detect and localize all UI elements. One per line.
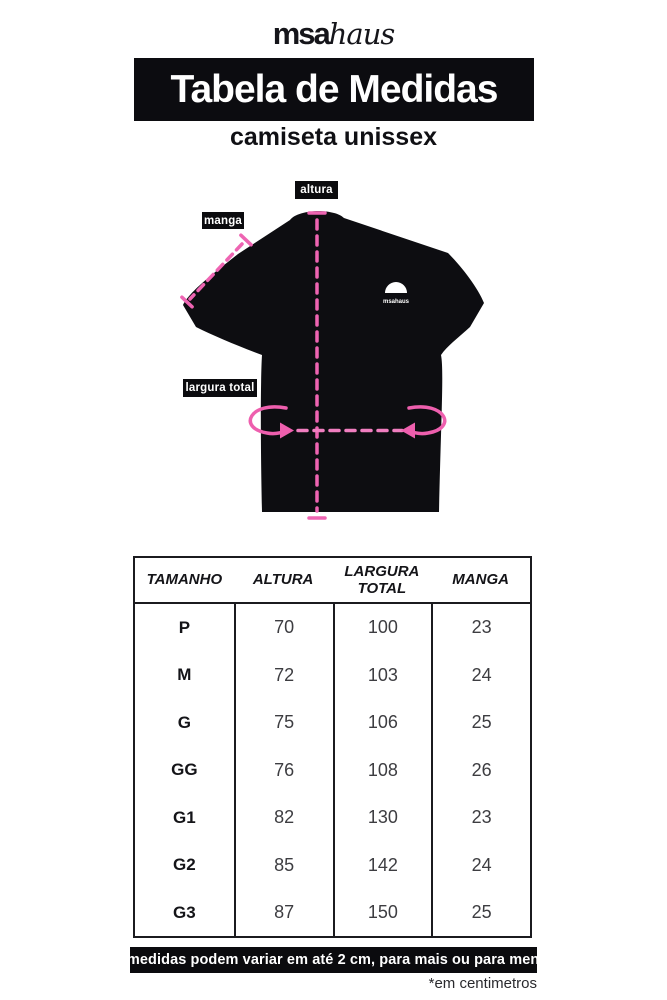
- height-label: [295, 181, 338, 199]
- table-cell-size: G2: [173, 855, 196, 875]
- table-cell-width: 100: [333, 604, 432, 652]
- tolerance-note-text: as medidas podem variar em até 2 cm, para mais ou para menos.: [106, 952, 561, 968]
- col-header-size: TAMANHO: [146, 571, 223, 589]
- table-cell-width: 150: [333, 889, 432, 937]
- brand-logo-bold: msa: [272, 16, 329, 51]
- table-body: [135, 604, 530, 936]
- sleeve-label: [202, 212, 244, 229]
- total-width-label: [183, 379, 257, 397]
- page-title: Tabela de Medidas: [170, 67, 498, 111]
- tshirt-illustration: [0, 170, 667, 550]
- table-cell-sleeve: 23: [431, 794, 530, 842]
- table-cell-width: 130: [333, 794, 432, 842]
- height-label-text: altura: [300, 184, 333, 196]
- brand-logo: [0, 16, 667, 52]
- table-cell-size: GG: [171, 760, 198, 780]
- table-cell-size: M: [177, 665, 192, 685]
- table-cell-height: 76: [234, 747, 333, 795]
- brand-logo-italic: haus: [328, 17, 395, 51]
- table-cell-height: 75: [234, 699, 333, 747]
- table-cell-sleeve: 26: [431, 747, 530, 795]
- table-cell-width: 142: [333, 842, 432, 890]
- table-cell-width: 106: [333, 699, 432, 747]
- table-cell-height: 87: [234, 889, 333, 937]
- table-cell-height: 70: [234, 604, 333, 652]
- measurements-table: [133, 556, 532, 938]
- tshirt-measurement-diagram: [0, 170, 667, 550]
- col-header-total-width: LARGURA TOTAL: [344, 562, 420, 597]
- total-width-label-text: largura total: [185, 382, 255, 394]
- col-header-sleeve: MANGA: [452, 571, 509, 589]
- page-subtitle: camiseta unissex: [229, 123, 438, 151]
- table-cell-width: 103: [333, 652, 432, 700]
- sleeve-label-text: manga: [203, 214, 243, 227]
- table-cell-size: G: [177, 712, 191, 732]
- table-cell-height: 85: [234, 842, 333, 890]
- table-cell-sleeve: 24: [431, 842, 530, 890]
- table-cell-sleeve: 25: [431, 889, 530, 937]
- table-header-row: [135, 558, 530, 604]
- shirt-chest-logo-text: msahaus: [382, 299, 410, 305]
- table-cell-width: 108: [333, 747, 432, 795]
- table-cell-sleeve: 25: [431, 699, 530, 747]
- table-cell-height: 82: [234, 794, 333, 842]
- col-header-height: ALTURA: [252, 571, 314, 589]
- tolerance-note-bar: [106, 947, 561, 973]
- title-banner: [134, 58, 534, 121]
- table-cell-sleeve: 23: [431, 604, 530, 652]
- table-cell-size: G3: [173, 902, 196, 922]
- table-cell-size: P: [178, 617, 191, 637]
- table-cell-size: G1: [173, 807, 196, 827]
- table-cell-sleeve: 24: [431, 652, 530, 700]
- table-cell-height: 72: [234, 652, 333, 700]
- unit-note: *em centimetros: [428, 975, 537, 992]
